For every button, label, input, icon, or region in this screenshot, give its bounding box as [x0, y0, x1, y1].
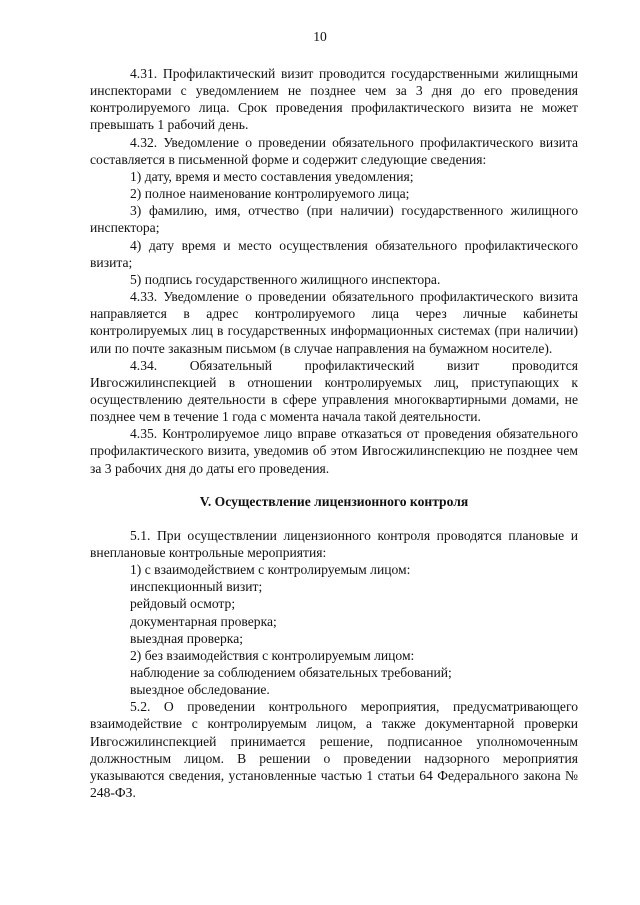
paragraph-5-1: 5.1. При осуществлении лицензионного контроля проводятся плановые и внеплановые контрольные мероприятия: — [90, 527, 578, 560]
list-item-1: 1) дату, время и место составления уведомления; — [130, 168, 414, 184]
paragraph-4-33: 4.33. Уведомление о проведении обязательного профилактического визита направляется в адрес контролируемого лица через личные кабинеты контролируемых лиц в государственных информационных системах (при наличии) или по почте заказным письмом (в случае направления на бумажном носителе). — [90, 289, 578, 356]
paragraph-4-35: 4.35. Контролируемое лицо вправе отказаться от проведения обязательного профилактического визита, уведомив об этом Ивгосжилинспекцию не позднее чем за 3 рабочих дня до даты его проведения. — [90, 426, 578, 476]
list-item-without-interaction: 2) без взаимодействия с контролируемым лицом: — [130, 647, 415, 663]
list-item-4: 4) дату время и место осуществления обязательного профилактического визита; — [90, 237, 578, 270]
list-subitem: инспекционный визит; — [130, 579, 263, 595]
paragraph-4-34: 4.34. Обязательный профилактический визит проводится Ивгосжилинспекцией в отношении контролируемых лиц, приступающих к осуществлению деятельности в сфере управления многоквартирными домами, не позднее чем в течение 1 года с момента начала такой деятельности. — [90, 357, 578, 425]
paragraph-4-32: 4.32. Уведомление о проведении обязательного профилактического визита составляется в письменной форме и содержит следующие сведения: — [90, 134, 578, 167]
list-subitem: рейдовый осмотр; — [130, 596, 236, 612]
list-item-with-interaction: 1) с взаимодействием с контролируемым лицом: — [130, 562, 411, 578]
section-heading: V. Осуществление лицензионного контроля — [199, 493, 469, 509]
list-subitem: выездное обследование. — [130, 682, 270, 698]
list-item-3: 3) фамилию, имя, отчество (при наличии) государственного жилищного инспектора; — [90, 203, 578, 236]
document-body — [90, 65, 578, 801]
list-subitem: документарная проверка; — [130, 613, 277, 629]
list-item-2: 2) полное наименование контролируемого лица; — [130, 186, 410, 202]
paragraph-5-2: 5.2. О проведении контрольного мероприятия, предусматривающего взаимодействие с контролируемым лицом, а также документарной проверки Ивгосжилинспекцией принимается решение, подписанное уполномоченным должностным лицом. В решении о проведении надзорного мероприятия указываются сведения, установленные частью 1 статьи 64 Федерального закона № 248-ФЗ. — [90, 699, 578, 801]
paragraph-4-31: 4.31. Профилактический визит проводится государственными жилищными инспекторами с уведомлением не позднее чем за 3 дня до его проведения контролируемого лица. Срок проведения профилактического визита не может превышать 1 рабочий день. — [90, 66, 578, 133]
list-item-5: 5) подпись государственного жилищного инспектора. — [130, 271, 441, 287]
list-subitem: выездная проверка; — [130, 630, 243, 646]
page-number: 10 — [313, 29, 327, 44]
list-subitem: наблюдение за соблюдением обязательных требований; — [130, 665, 452, 680]
